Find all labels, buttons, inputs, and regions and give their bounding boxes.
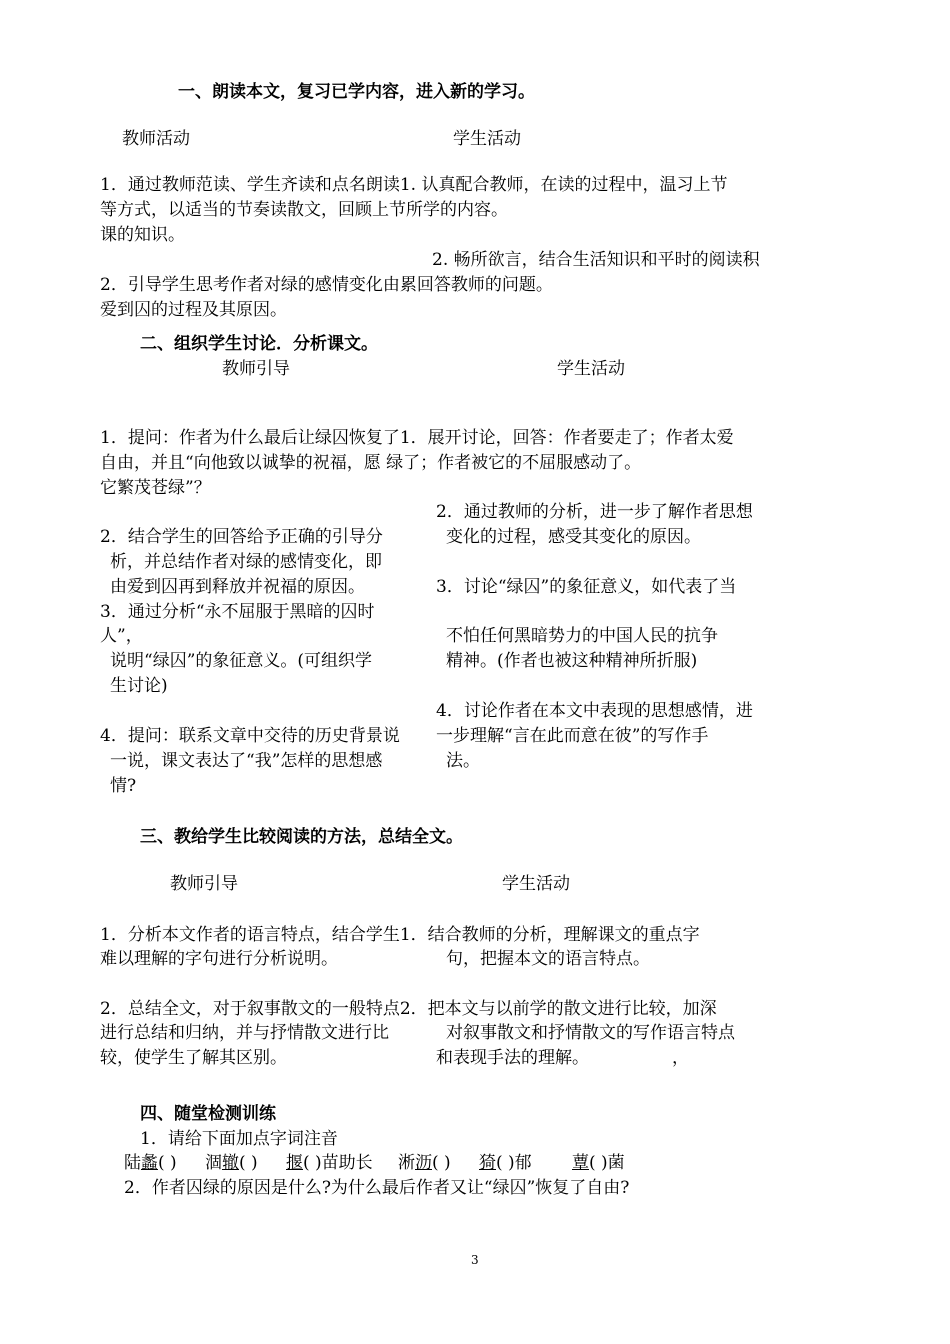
s2-line: 自由，并且“向他致以诚挚的祝福，愿 绿了；作者被它的不屈服感动了。 [100, 453, 642, 473]
s2-line: 一步理解“言在此而意在彼”的写作手 [436, 726, 709, 746]
s2-line: 人”， [100, 626, 143, 646]
s2-line: 2．结合学生的回答给予正确的引导分 [100, 527, 383, 547]
section-3-heading: 三、教给学生比较阅读的方法，总结全文。 [140, 827, 463, 847]
word-prefix: 涸 [205, 1153, 222, 1173]
blank: ( ) [158, 1153, 177, 1173]
pinyin-word-3 [286, 1151, 373, 1175]
blank: ( )郁 [496, 1153, 532, 1173]
s2-line: 精神。(作者也被这种精神所折服) [446, 651, 698, 671]
dotted-char: 蠡 [141, 1153, 158, 1173]
dotted-char: 沥 [415, 1153, 432, 1173]
s1-line: 2. 畅所欲言，结合生活知识和平时的阅读积 [432, 250, 760, 270]
s2-line: 3．讨论“绿囚”的象征意义，如代表了当 [436, 577, 737, 597]
pinyin-word-4 [398, 1151, 451, 1175]
s1-line: 1．通过教师范读、学生齐读和点名朗读1. 认真配合教师，在读的过程中，温习上节 [100, 175, 728, 195]
s3-line: 难以理解的字句进行分析说明。 [100, 949, 338, 969]
s2-line: 情? [110, 776, 137, 796]
word-prefix: 淅 [398, 1153, 415, 1173]
section-4-heading: 四、随堂检测训练 [140, 1104, 276, 1124]
s1-teacher-label: 教师活动 [122, 129, 190, 149]
pinyin-word-6 [572, 1151, 625, 1175]
s3-line: 进行总结和归纳，并与抒情散文进行比 [100, 1023, 389, 1043]
section-2-heading: 二、组织学生讨论．分析课文。 [140, 334, 378, 354]
word-prefix: 陆 [124, 1153, 141, 1173]
s2-line: 法。 [446, 751, 480, 771]
s1-line: 课的知识。 [100, 225, 185, 245]
blank: ( )菌 [589, 1153, 625, 1173]
dotted-char: 蕈 [572, 1153, 589, 1173]
s1-line: 等方式，以适当的节奏读散文，回顾上节所学的内容。 [100, 200, 508, 220]
page-number: 3 [471, 1253, 479, 1267]
dotted-char: 猗 [479, 1153, 496, 1173]
s3-line: 和表现手法的理解。 [436, 1048, 589, 1068]
s2-line: 变化的过程，感受其变化的原因。 [446, 527, 701, 547]
s1-line: 2．引导学生思考作者对绿的感情变化由累回答教师的问题。 [100, 275, 553, 295]
s3-line: ， [672, 1048, 689, 1068]
s2-line: 不怕任何黑暗势力的中国人民的抗争 [446, 626, 718, 646]
question-1: 1．请给下面加点字词注音 [140, 1129, 338, 1149]
blank: ( ) [432, 1153, 451, 1173]
s2-line: 2．通过教师的分析，进一步了解作者思想 [436, 502, 753, 522]
pinyin-word-1 [124, 1151, 177, 1175]
blank: ( ) [239, 1153, 258, 1173]
s3-line: 1．分析本文作者的语言特点，结合学生1．结合教师的分析，理解课文的重点字 [100, 925, 700, 945]
s3-line: 对叙事散文和抒情散文的写作语言特点 [446, 1023, 735, 1043]
s2-line: 4．讨论作者在本文中表现的思想感情，进 [436, 701, 753, 721]
s2-line: 1．提问：作者为什么最后让绿囚恢复了1．展开讨论，回答：作者要走了；作者太爱 [100, 428, 734, 448]
s3-student-label: 学生活动 [502, 874, 570, 894]
s1-line: 爱到囚的过程及其原因。 [100, 300, 287, 320]
s2-line: 3．通过分析“永不屈服于黑暗的囚时 [100, 602, 375, 622]
pinyin-word-5 [479, 1151, 532, 1175]
dotted-char: 揠 [286, 1153, 303, 1173]
s2-line: 由爱到囚再到释放并祝福的原因。 [110, 577, 365, 597]
s2-teacher-label: 教师引导 [222, 359, 290, 379]
s2-line: 它繁茂苍绿”？ [100, 478, 211, 498]
s2-line: 4．提问：联系文章中交待的历史背景说 [100, 726, 400, 746]
s2-line: 说明“绿囚”的象征意义。(可组织学 [110, 651, 373, 671]
s2-line: 生讨论) [110, 676, 168, 696]
question-2: 2．作者囚绿的原因是什么?为什么最后作者又让“绿囚”恢复了自由? [124, 1178, 630, 1198]
s2-line: 一说，课文表达了“我”怎样的思想感 [110, 751, 383, 771]
section-1-heading: 一、朗读本文，复习已学内容，进入新的学习。 [178, 82, 535, 102]
s2-student-label: 学生活动 [557, 359, 625, 379]
s1-student-label: 学生活动 [453, 129, 521, 149]
s3-line: 2．总结全文，对于叙事散文的一般特点2．把本文与以前学的散文进行比较，加深 [100, 999, 717, 1019]
s2-line: 析，并总结作者对绿的感情变化，即 [110, 552, 382, 572]
s3-line: 较，使学生了解其区别。 [100, 1048, 287, 1068]
s3-teacher-label: 教师引导 [170, 874, 238, 894]
s3-line: 句，把握本文的语言特点。 [446, 949, 650, 969]
blank: ( )苗助长 [303, 1153, 373, 1173]
pinyin-word-2 [205, 1151, 258, 1175]
dotted-char: 辙 [222, 1153, 239, 1173]
